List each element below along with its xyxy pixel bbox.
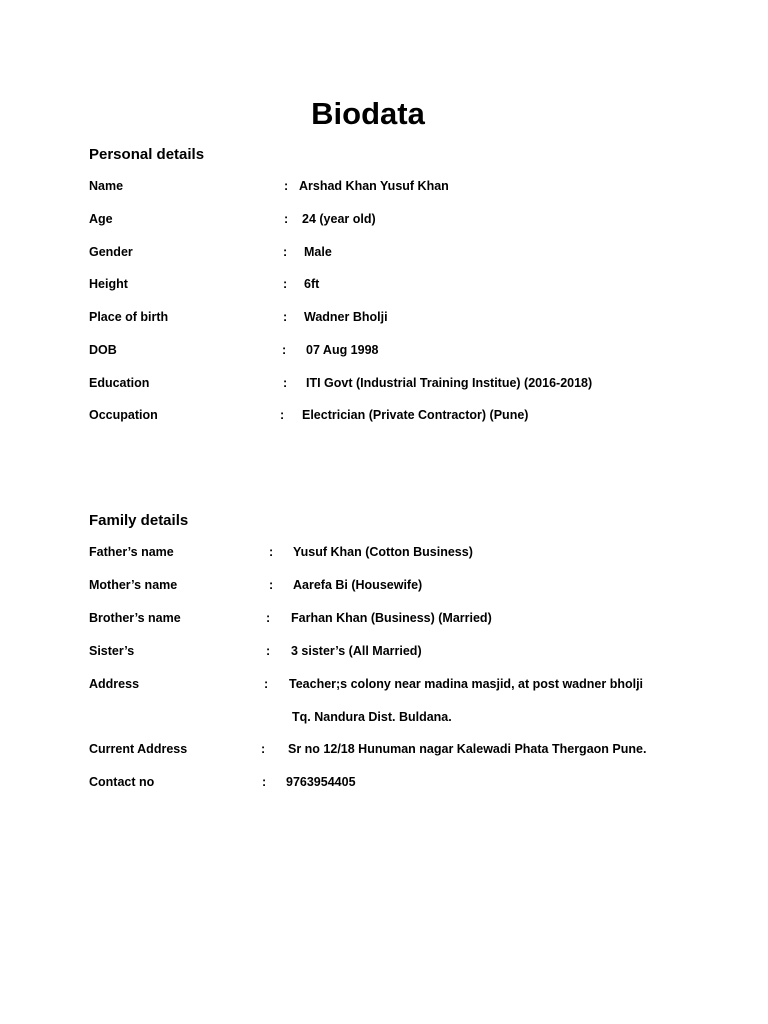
personal-row-education-value: ITI Govt (Industrial Training Institue) (2016-2018): [306, 376, 593, 390]
personal-row-name-label: Name: [89, 179, 124, 193]
personal-row-age-value: 24 (year old): [302, 212, 376, 226]
personal-row-name-value: Arshad Khan Yusuf Khan: [299, 179, 449, 193]
personal-row-place-of-birth-value: Wadner Bholji: [304, 310, 388, 324]
personal-row-age-colon: :: [284, 212, 289, 226]
family-row-address-colon: :: [264, 677, 269, 691]
family-row-father-colon: :: [269, 545, 274, 559]
personal-row-education-label: Education: [89, 376, 150, 390]
personal-row-occupation-label: Occupation: [89, 408, 158, 422]
family-row-brother-value: Farhan Khan (Business) (Married): [291, 611, 492, 625]
personal-row-education-colon: :: [283, 376, 288, 390]
family-row-mother-label: Mother’s name: [89, 578, 178, 592]
family-row-address-line2-value: Tq. Nandura Dist. Buldana.: [292, 710, 452, 724]
personal-row-height-label: Height: [89, 277, 128, 291]
family-row-current-address-colon: :: [261, 742, 266, 756]
family-row-current-address-label: Current Address: [89, 742, 188, 756]
family-row-sisters-label: Sister’s: [89, 644, 135, 658]
family-row-father-value: Yusuf Khan (Cotton Business): [293, 545, 473, 559]
family-row-contact-colon: :: [262, 775, 267, 789]
family-row-brother-colon: :: [266, 611, 271, 625]
family-row-current-address-value: Sr no 12/18 Hunuman nagar Kalewadi Phata Thergaon Pune.: [288, 742, 647, 756]
personal-details-heading: Personal details: [89, 146, 205, 163]
family-row-sisters-colon: :: [266, 644, 271, 658]
personal-row-dob-label: DOB: [89, 343, 117, 357]
personal-row-name-colon: :: [284, 179, 289, 193]
family-details-heading: Family details: [89, 512, 189, 529]
family-row-mother-value: Aarefa Bi (Housewife): [293, 578, 423, 592]
personal-row-height-colon: :: [283, 277, 288, 291]
family-row-mother-colon: :: [269, 578, 274, 592]
family-row-brother-label: Brother’s name: [89, 611, 181, 625]
personal-row-occupation-value: Electrician (Private Contractor) (Pune): [302, 408, 529, 422]
personal-row-dob-value: 07 Aug 1998: [306, 343, 379, 357]
personal-row-age-label: Age: [89, 212, 113, 226]
personal-row-occupation-colon: :: [280, 408, 285, 422]
family-row-contact-label: Contact no: [89, 775, 155, 789]
personal-row-gender-label: Gender: [89, 245, 133, 259]
personal-row-gender-colon: :: [283, 245, 288, 259]
personal-row-height-value: 6ft: [304, 277, 320, 291]
page-title: Biodata: [311, 96, 425, 131]
personal-row-place-of-birth-label: Place of birth: [89, 310, 169, 324]
personal-row-gender-value: Male: [304, 245, 332, 259]
family-row-address-label: Address: [89, 677, 140, 691]
family-row-father-label: Father’s name: [89, 545, 174, 559]
family-row-address-value: Teacher;s colony near madina masjid, at post wadner bholji: [289, 677, 644, 691]
personal-row-place-of-birth-colon: :: [283, 310, 288, 324]
personal-row-dob-colon: :: [282, 343, 287, 357]
family-row-contact-value: 9763954405: [286, 775, 356, 789]
family-row-sisters-value: 3 sister’s (All Married): [291, 644, 422, 658]
